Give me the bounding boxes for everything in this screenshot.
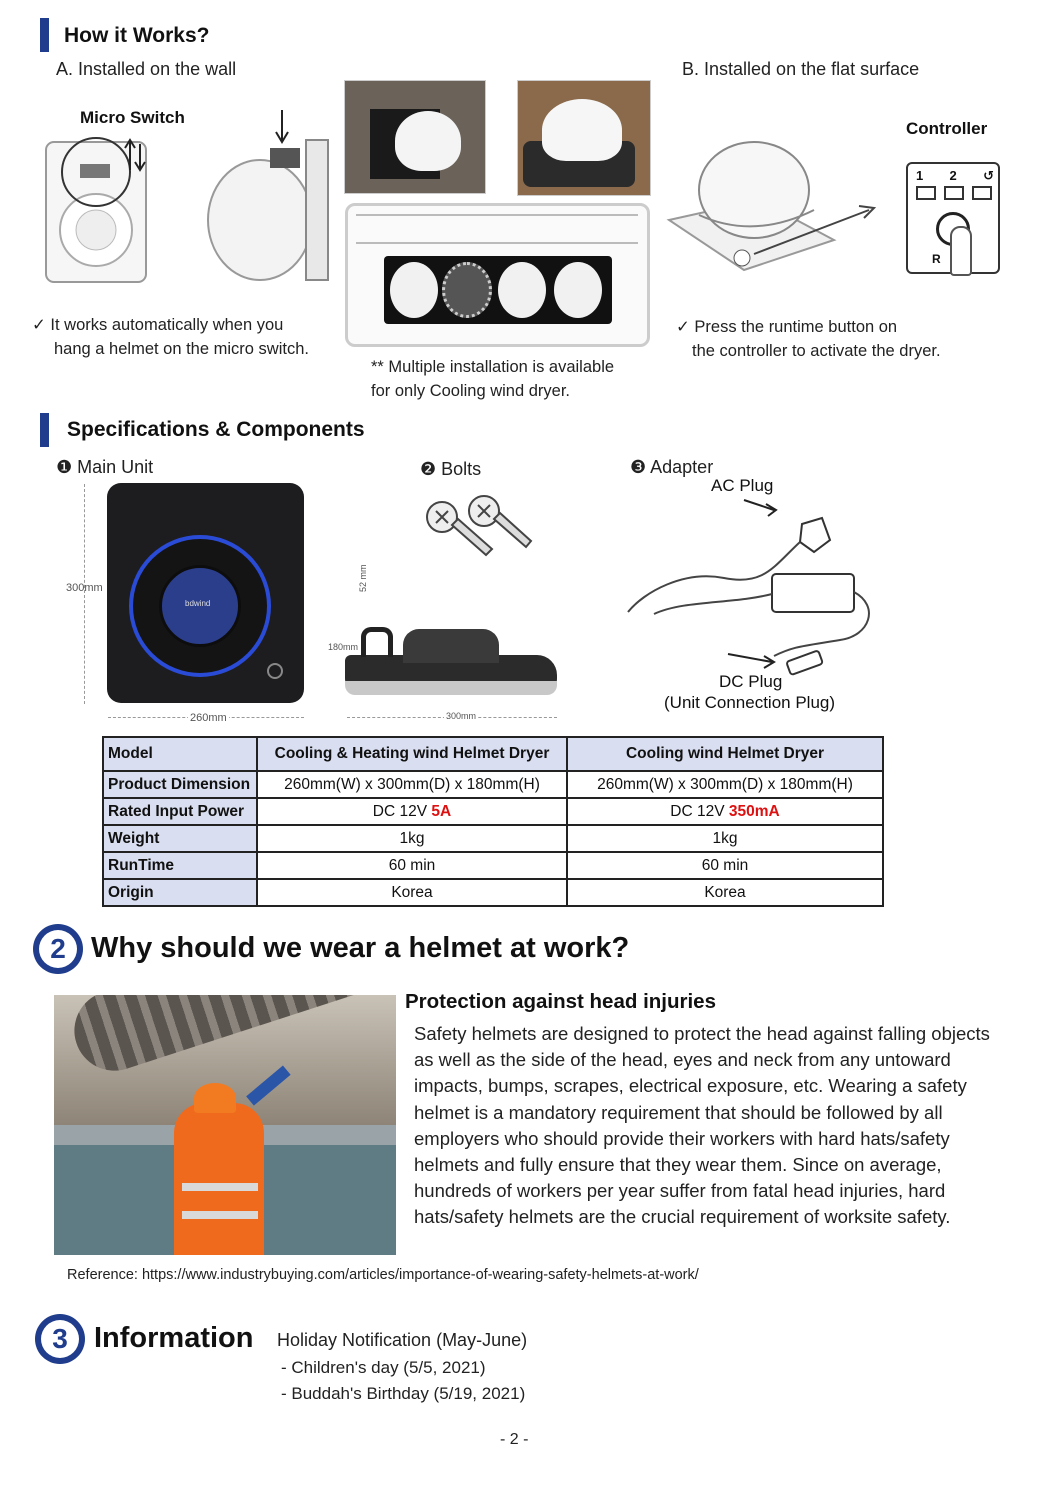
cell-value: Korea [567, 879, 883, 906]
row-label: RunTime [103, 852, 257, 879]
info-title: Information [94, 1322, 254, 1354]
wall-label: A. Installed on the wall [56, 59, 237, 79]
dim-300-label: 300mm [66, 582, 103, 594]
row-label: Rated Input Power [103, 798, 257, 825]
flat-note [676, 315, 941, 363]
power-prefix: DC 12V [670, 802, 729, 820]
table-header: Model [103, 737, 257, 771]
flat-label: B. Installed on the flat surface [682, 59, 920, 79]
adapter-label: ❸ Adapter [630, 457, 714, 477]
wall-installation-photo [344, 80, 486, 194]
flat-surface-illustration [664, 130, 884, 280]
multi-note-line-2: for only Cooling wind dryer. [371, 382, 571, 400]
wall-note [32, 313, 309, 361]
micro-switch-illustration [30, 100, 345, 300]
section-number: 2 [39, 930, 77, 968]
cell-value: 1kg [567, 825, 883, 852]
adapter-illustration [624, 496, 880, 686]
section-number-badge [33, 924, 83, 974]
row-label: Weight [103, 825, 257, 852]
ctrl-key-2: 2 [949, 168, 957, 183]
main-unit-image [107, 483, 304, 703]
dim-180-label: 180mm [328, 642, 359, 652]
wall-note-line-2: hang a helmet on the micro switch. [54, 340, 309, 358]
brand-label: bdwind [185, 599, 211, 608]
section-marker [40, 18, 49, 52]
finger-icon [950, 226, 972, 276]
power-current: 350mA [728, 802, 780, 820]
row-label: Product Dimension [103, 771, 257, 798]
power-current: 5A [431, 802, 452, 820]
worker-photo [54, 995, 396, 1255]
section-number-badge [35, 1314, 85, 1364]
dc-plug-label: DC Plug [719, 672, 783, 691]
controller-panel [906, 162, 1000, 274]
cell-value: Korea [257, 879, 567, 906]
how-title: How it Works? [64, 24, 210, 47]
micro-switch-label: Micro Switch [80, 108, 185, 127]
spec-table [102, 736, 884, 907]
page-number: - 2 - [500, 1431, 529, 1448]
cell-value: 260mm(W) x 300mm(D) x 180mm(H) [257, 771, 567, 798]
why-subtitle: Protection against head injuries [405, 990, 716, 1013]
table-header: Cooling wind Helmet Dryer [567, 737, 883, 771]
power-prefix: DC 12V [372, 802, 432, 820]
dim-line-vertical [84, 484, 85, 704]
dim-300b-label: 300mm [446, 711, 477, 721]
flat-note-line-1: ✓ Press the runtime button on [676, 318, 898, 336]
row-label: Origin [103, 879, 257, 906]
flat-note-line-2: the controller to activate the dryer. [692, 342, 941, 360]
main-unit-label: ❶ Main Unit [56, 457, 154, 477]
reference: Reference: https://www.industrybuying.com/articles/importance-of-wearing-safety-helmets-at-work/ [67, 1267, 699, 1283]
table-header-row [103, 737, 883, 771]
cell-value [567, 798, 883, 825]
table-row [103, 852, 883, 879]
holiday-item: - Buddah's Birthday (5/19, 2021) [281, 1384, 526, 1403]
main-unit-side-image [345, 625, 557, 697]
table-row [103, 825, 883, 852]
table-row [103, 879, 883, 906]
bolts-label: ❷ Bolts [420, 459, 482, 479]
controller-label: Controller [906, 119, 988, 138]
dim-260-label: 260mm [190, 712, 227, 724]
section-number: 3 [41, 1320, 79, 1358]
bolts-illustration [424, 495, 534, 561]
ac-plug-label: AC Plug [711, 476, 774, 495]
multi-note-line-1: ** Multiple installation is available [371, 358, 615, 376]
cell-value: 260mm(W) x 300mm(D) x 180mm(H) [567, 771, 883, 798]
ctrl-r-label: R [932, 252, 941, 266]
multi-note [371, 355, 614, 403]
dc-plug-sub-label: (Unit Connection Plug) [664, 693, 836, 712]
wall-note-line-1: ✓ It works automatically when you [32, 316, 284, 334]
ctrl-key-1: 1 [916, 168, 924, 183]
why-body: Safety helmets are designed to protect the head against falling objects as well as the side of the head, eyes and neck from any untoward impacts, bumps, scrapes, electrical exposure, etc. Wearing a safety helmet is a mandatory requirement that should be followed by all employers who should provide their workers with hard hats/safety helmets and fully ensure that they wear them. Since on average, hundreds of workers per year suffer from fatal head injuries, hard hats/safety helmets are the crucial requirement of worksite safety. [414, 1023, 990, 1228]
cell-value: 60 min [567, 852, 883, 879]
table-header: Cooling & Heating wind Helmet Dryer [257, 737, 567, 771]
holiday-title: Holiday Notification (May-June) [277, 1330, 528, 1350]
spec-title: Specifications & Components [67, 418, 365, 441]
cell-value: 60 min [257, 852, 567, 879]
cell-value [257, 798, 567, 825]
holiday-item: - Children's day (5/5, 2021) [281, 1358, 486, 1377]
flat-installation-photo [517, 80, 651, 196]
cell-value: 1kg [257, 825, 567, 852]
why-title: Why should we wear a helmet at work? [91, 932, 630, 964]
table-row [103, 771, 883, 798]
table-row [103, 798, 883, 825]
dim-52-label: 52 mm [358, 564, 368, 592]
section-marker [40, 413, 49, 447]
ctrl-key-3: ↺ [983, 168, 994, 183]
multiple-installation-diagram [345, 203, 650, 347]
